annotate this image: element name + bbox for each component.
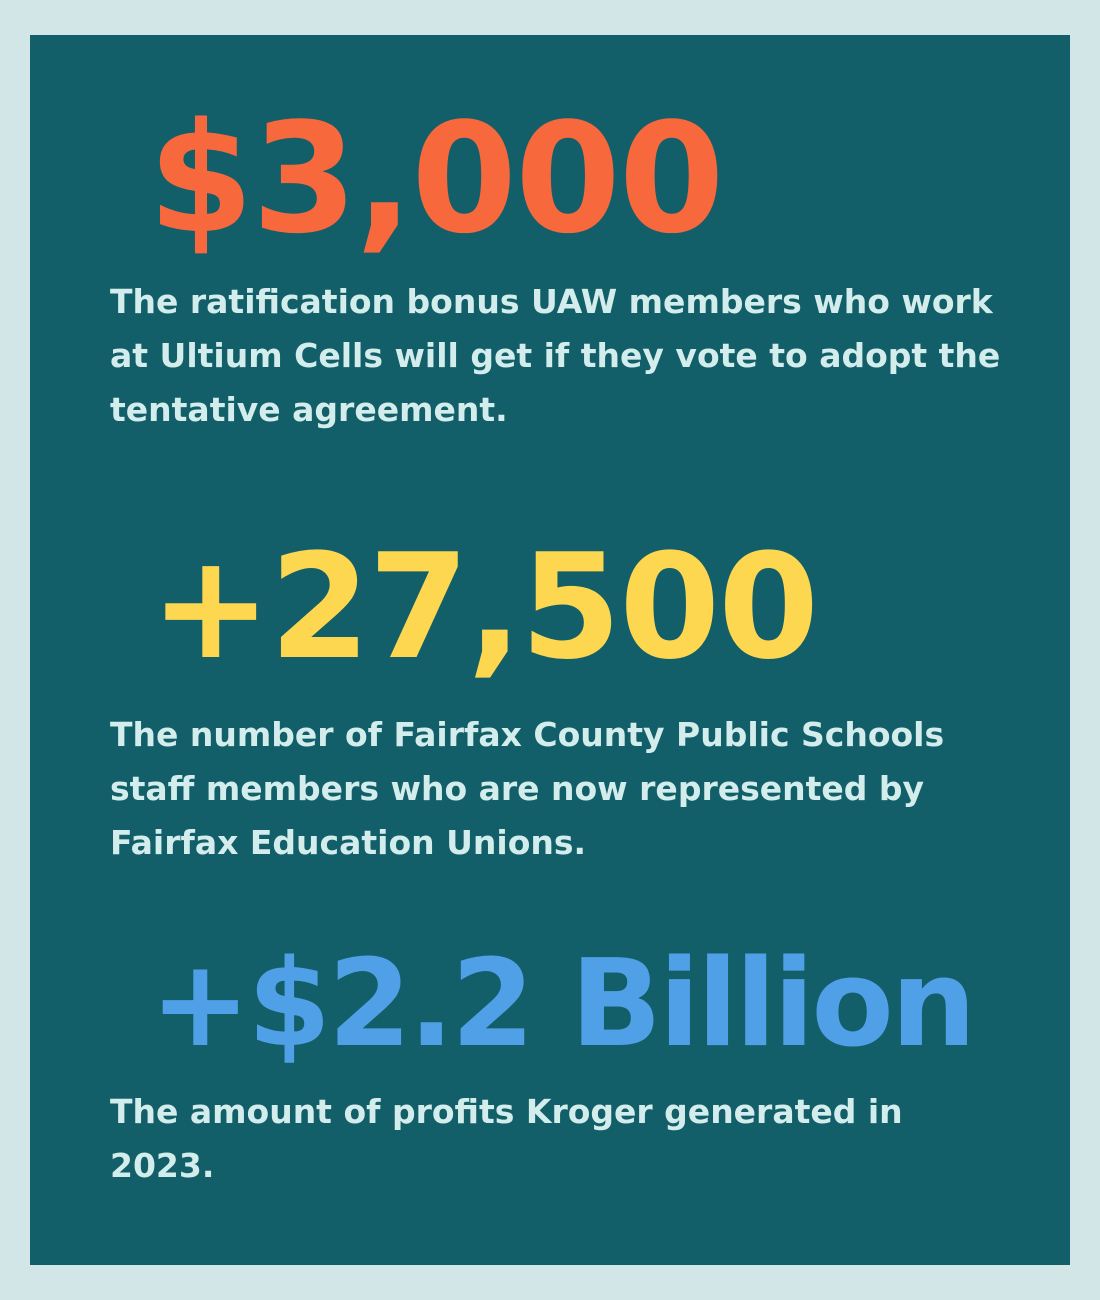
stats-panel [30, 35, 1070, 1265]
stat-description: The ratification bonus UAW members who work at Ultium Cells will get if they vote to adopt the tentative agreement. [110, 282, 1001, 429]
stat-description: The number of Fairfax County Public Schools staff members who are now represented by Fairfax Education Unions. [110, 715, 945, 862]
stat-figure: +$2.2 Billion [150, 935, 974, 1074]
stat-description: The amount of profits Kroger generated in 2023. [110, 1092, 903, 1185]
stat-figure: $3,000 [148, 90, 723, 267]
stat-figure: +27,500 [150, 523, 818, 692]
